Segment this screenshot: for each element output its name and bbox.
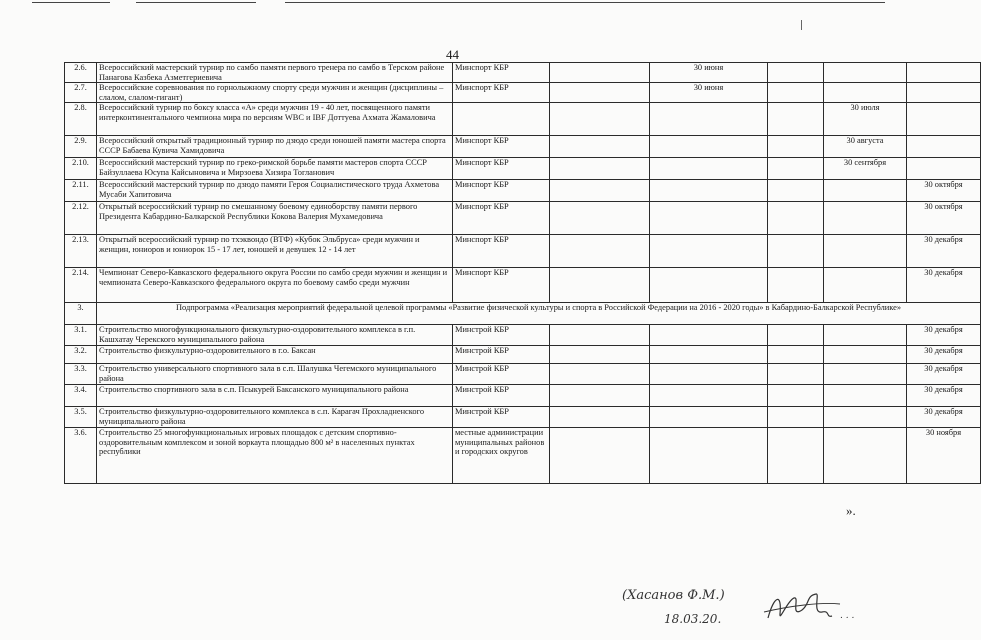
empty-cell [768,385,824,407]
empty-cell [550,235,650,268]
empty-cell [824,364,907,385]
deadline-q4 [907,136,981,158]
table-row [65,325,981,346]
table-row [65,158,981,180]
empty-cell [824,346,907,364]
empty-cell [550,385,650,407]
empty-cell [824,325,907,346]
empty-cell [650,385,768,407]
executor-cell: местные администрации муниципальных районов и городских округов [453,428,550,484]
executor-cell: Минстрой КБР [453,325,550,346]
row-number: 2.7. [65,83,97,103]
deadline-q3: 30 июля [824,103,907,136]
deadline-q3: 30 сентября [824,158,907,180]
deadline-q4: 30 ноября [907,428,981,484]
table-row [65,136,981,158]
table-row [65,385,981,407]
empty-cell [550,325,650,346]
deadline-q4: 30 декабря [907,385,981,407]
table-row [65,63,981,83]
deadline-q3 [824,235,907,268]
deadline-q3 [768,83,824,103]
row-number: 2.11. [65,180,97,202]
row-number: 3.4. [65,385,97,407]
deadline-q3 [824,268,907,303]
page-number: 44 [446,47,459,62]
row-number: 2.13. [65,235,97,268]
empty-cell [650,346,768,364]
executor-cell: Минспорт КБР [453,235,550,268]
empty-cell [550,428,650,484]
event-text: Всероссийский турнир по боксу класса «А» среди мужчин 19 - 40 лет, посвященного памяти интерконтинентального чемпиона мира по версиям WBC и IBF Доттуева Ахмата Жамаловича [97,103,453,136]
empty-cell [768,136,824,158]
event-text: Строительство многофункционального физкультурно-оздоровительного комплекса в г.п. Кашхатау Черекского муниципального района [97,325,453,346]
table-row [65,235,981,268]
row-number: 3.5. [65,407,97,428]
empty-cell [550,63,650,83]
deadline-q2 [650,103,768,136]
deadline-q2 [650,136,768,158]
deadline-q4: 30 декабря [907,268,981,303]
row-number: 2.8. [65,103,97,136]
empty-cell [550,268,650,303]
table-row [65,268,981,303]
event-text: Строительство физкультурно-оздоровительного в г.о. Баксан [97,346,453,364]
row-number: 2.12. [65,202,97,235]
executor-cell [453,103,550,136]
deadline-q4: 30 декабря [907,407,981,428]
empty-cell [550,346,650,364]
executor-cell: Минспорт КБР [453,136,550,158]
deadline-q2 [650,202,768,235]
deadline-q4: 30 декабря [907,346,981,364]
row-number: 3. [65,303,97,325]
executor-cell: Минстрой КБР [453,385,550,407]
row-number: 3.1. [65,325,97,346]
event-text: Строительство физкультурно-оздоровительного комплекса в с.п. Карагач Прохладненского муниципального района [97,407,453,428]
events-table [64,62,981,484]
executor-cell: Минспорт КБР [453,63,550,83]
empty-cell [650,407,768,428]
empty-cell [768,158,824,180]
empty-cell [824,428,907,484]
table-row [65,407,981,428]
deadline-q4: 30 декабря [907,364,981,385]
event-text: Всероссийские соревнования по горнолыжному спорту среди мужчин и женщин (дисциплины – слалом, слалом-гигант) [97,83,453,103]
empty-cell [650,325,768,346]
empty-cell [550,407,650,428]
empty-cell [650,428,768,484]
event-text: Всероссийский мастерский турнир по самбо памяти первого тренера по самбо в Терском районе Панагова Казбека Азметгериевича [97,63,453,83]
executor-cell: Минспорт КБР [453,158,550,180]
deadline-q4: 30 октября [907,202,981,235]
row-number: 3.3. [65,364,97,385]
event-text: Строительство универсального спортивного зала в с.п. Шалушка Чегемского муниципального района [97,364,453,385]
empty-cell [768,364,824,385]
empty-cell [768,202,824,235]
deadline-q3 [824,202,907,235]
table-row [65,83,981,103]
empty-cell [768,268,824,303]
event-text: Всероссийский мастерский турнир по греко-римской борьбе памяти мастеров спорта СССР Байзуллаева Юсупа Кайсыновича и Мирзоева Хизира Тогланович [97,158,453,180]
empty-cell [768,428,824,484]
deadline-q4 [907,158,981,180]
empty-cell [824,83,907,103]
table-row [65,103,981,136]
deadline-q2 [650,235,768,268]
empty-cell [550,202,650,235]
subprogram-row [65,303,981,325]
table-row [65,202,981,235]
table-row [65,428,981,484]
empty-cell [550,364,650,385]
row-number: 2.6. [65,63,97,83]
table-row [65,364,981,385]
handwritten-date: 18.03.20. [664,612,722,626]
deadline-q4 [907,83,981,103]
deadline-q3: 30 августа [824,136,907,158]
top-rule-1 [32,2,110,3]
event-text: Чемпионат Северо-Кавказского федерального округа России по самбо среди мужчин и женщин и чемпионата Северо-Кавказского федерального округа по боевому самбо среди мужчин [97,268,453,303]
empty-cell [824,407,907,428]
event-text: Всероссийский открытый традиционный турнир по дзюдо среди юношей памяти мастера спорта СССР Бабаева Кувича Хамидовича [97,136,453,158]
handwritten-note: (Хасанов Ф.М.) [622,588,725,603]
empty-cell [768,180,824,202]
empty-cell [550,136,650,158]
empty-cell [768,346,824,364]
row-number: 2.10. [65,158,97,180]
row-number: 2.9. [65,136,97,158]
top-rule-2 [136,2,256,3]
event-text: Строительство спортивного зала в с.п. Псыкурей Баксанского муниципального района [97,385,453,407]
margin-mark [801,20,802,30]
row-number: 3.6. [65,428,97,484]
deadline-q4: 30 декабря [907,235,981,268]
event-text: Строительство 25 многофункциональных игровых площадок с детским спортивно-оздоровительным комплексом и зоной воркаута площадью 800 м² в населенных пунктах республики [97,428,453,484]
empty-cell [824,385,907,407]
event-text: Всероссийский мастерский турнир по дзюдо памяти Героя Социалистического труда Ахметова Мусаби Хапитовича [97,180,453,202]
deadline-q2: 30 июня [650,63,768,83]
empty-cell [768,407,824,428]
row-number: 2.14. [65,268,97,303]
deadline-q2 [650,268,768,303]
subprogram-title: Подпрограмма «Реализация мероприятий федеральной целевой программы «Развитие физической культуры и спорта в Российской Федерации на 2016 - 2020 годы» в Кабардино-Балкарской Республике» [97,303,981,325]
table-row [65,180,981,202]
closing-quote: ». [846,503,856,518]
event-text: Открытый всероссийский турнир по тхэквондо (ВТФ) «Кубок Эльбруса» среди мужчин и женщин, юниоров и юниорок 15 - 17 лет, юношей и девушек 12 - 14 лет [97,235,453,268]
empty-cell [824,63,907,83]
deadline-q4 [907,103,981,136]
empty-cell [550,83,650,103]
empty-cell [768,103,824,136]
executor-cell: Минспорт КБР [453,83,550,103]
executor-cell: Минстрой КБР [453,346,550,364]
deadline-q3 [768,63,824,83]
executor-cell: Минстрой КБР [453,364,550,385]
row-number: 3.2. [65,346,97,364]
deadline-q4: 30 октября [907,180,981,202]
svg-text:. . .: . . . [840,611,855,621]
executor-cell: Минспорт КБР [453,202,550,235]
deadline-q4 [907,63,981,83]
top-rule-3 [285,2,885,3]
deadline-q3 [824,180,907,202]
signature [760,588,870,628]
executor-cell: Минспорт КБР [453,268,550,303]
executor-cell: Минспорт КБР [453,180,550,202]
empty-cell [650,364,768,385]
table-row [65,346,981,364]
empty-cell [768,325,824,346]
empty-cell [550,180,650,202]
empty-cell [550,103,650,136]
deadline-q2 [650,158,768,180]
deadline-q4: 30 декабря [907,325,981,346]
executor-cell: Минстрой КБР [453,407,550,428]
deadline-q2 [650,180,768,202]
empty-cell [768,235,824,268]
empty-cell [550,158,650,180]
event-text: Открытый всероссийский турнир по смешанному боевому единоборству памяти первого Президента Кабардино-Балкарской Республики Кокова Валерия Мухамедовича [97,202,453,235]
deadline-q2: 30 июня [650,83,768,103]
